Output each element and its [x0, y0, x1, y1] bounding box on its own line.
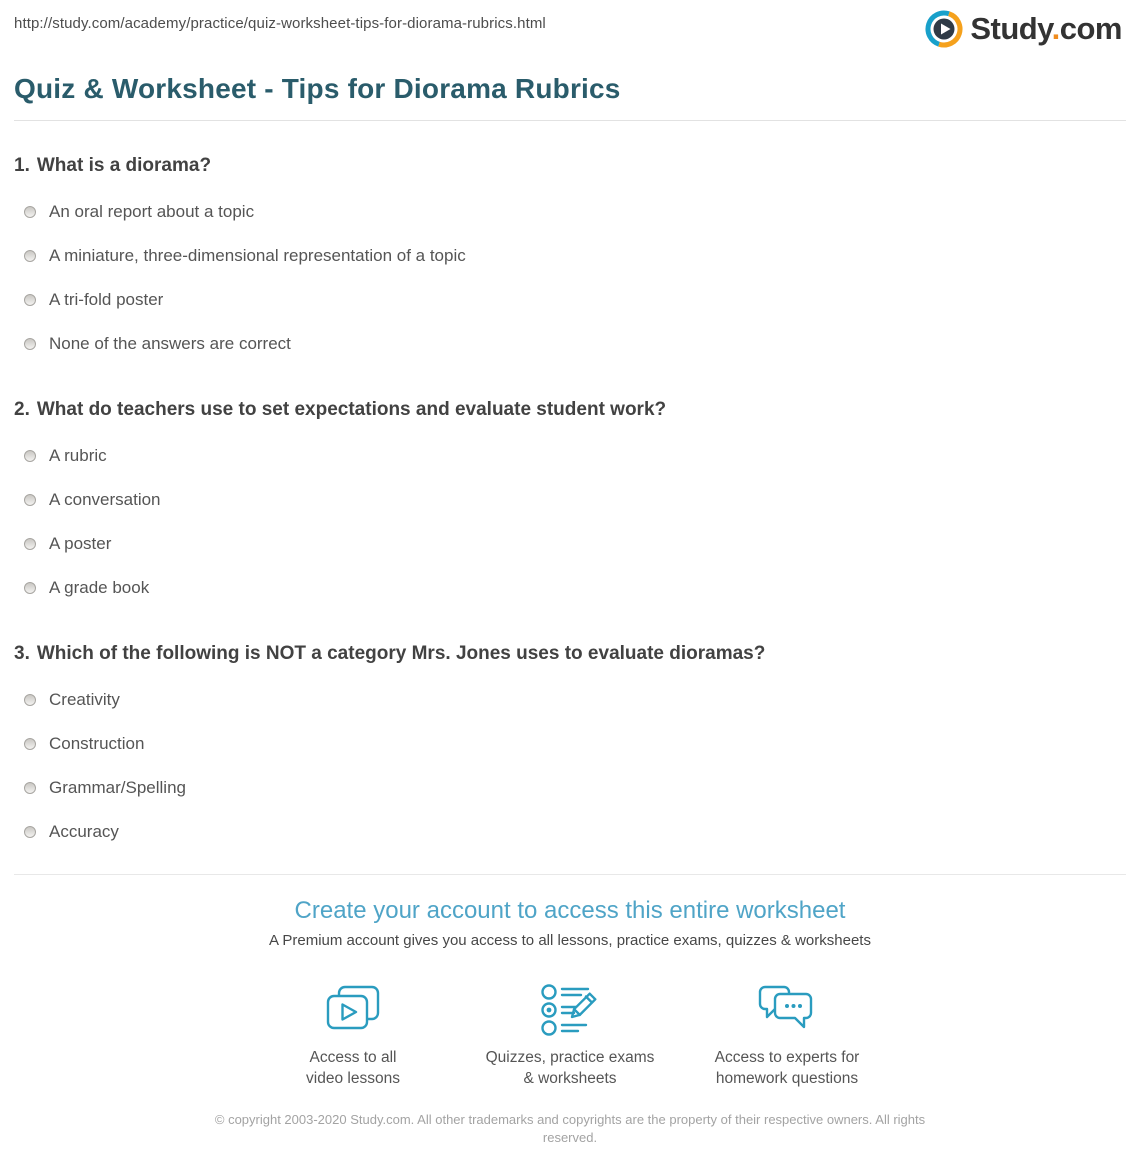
title-divider: [14, 120, 1126, 121]
answer-option-label: A poster: [49, 534, 112, 553]
feature-label: Quizzes, practice exams & worksheets: [485, 1049, 655, 1087]
feature-label: Access to experts for homework questions: [714, 1049, 860, 1087]
question-text: What do teachers use to set expectations and evaluate student work?: [36, 399, 667, 420]
create-account-link[interactable]: Create your account to access this entire worksheet: [294, 897, 846, 924]
answer-option[interactable]: [14, 290, 1126, 310]
answer-option[interactable]: [14, 534, 1126, 554]
radio-button[interactable]: [24, 206, 36, 218]
quizzes-worksheets-icon: [462, 981, 679, 1039]
study-logo-text: Study.com: [970, 11, 1122, 46]
radio-button[interactable]: [24, 582, 36, 594]
answer-option[interactable]: [14, 246, 1126, 266]
answer-option[interactable]: [14, 446, 1126, 466]
answer-option-label: None of the answers are correct: [49, 334, 291, 353]
feature-quizzes-worksheets: [462, 981, 679, 1089]
answer-option-label: A conversation: [49, 490, 161, 509]
answer-option[interactable]: [14, 690, 1126, 710]
feature-video-lessons: [245, 981, 462, 1089]
page-url: http://study.com/academy/practice/quiz-worksheet-tips-for-diorama-rubrics.html: [14, 15, 546, 32]
answer-option[interactable]: [14, 334, 1126, 354]
radio-button[interactable]: [24, 782, 36, 794]
radio-button[interactable]: [24, 294, 36, 306]
premium-subheading: A Premium account gives you access to all lessons, practice exams, quizzes & worksheets: [269, 932, 871, 949]
answer-option[interactable]: [14, 490, 1126, 510]
answer-option-label: A rubric: [49, 446, 107, 465]
page-title: Quiz & Worksheet - Tips for Diorama Rubrics: [14, 73, 621, 104]
answer-option-label: A miniature, three-dimensional representation of a topic: [49, 246, 466, 265]
feature-label: Access to all video lessons: [306, 1049, 400, 1087]
question-title: [14, 398, 1126, 422]
study-logo[interactable]: [925, 10, 1122, 48]
answer-option-label: Construction: [49, 734, 145, 753]
question-number: 1.: [14, 155, 30, 176]
quiz-section: [0, 154, 1140, 842]
radio-button[interactable]: [24, 250, 36, 262]
radio-button[interactable]: [24, 826, 36, 838]
answer-option-label: Accuracy: [49, 822, 119, 841]
answer-option[interactable]: [14, 822, 1126, 842]
answer-option-label: Creativity: [49, 690, 120, 709]
features-row: [0, 981, 1140, 1089]
radio-button[interactable]: [24, 694, 36, 706]
question-number: 3.: [14, 643, 30, 664]
question-title: [14, 154, 1126, 178]
top-bar: [0, 0, 1140, 52]
radio-button[interactable]: [24, 338, 36, 350]
question-text: Which of the following is NOT a category Mrs. Jones uses to evaluate dioramas?: [36, 643, 766, 664]
answer-option[interactable]: [14, 578, 1126, 598]
section-divider: [14, 874, 1126, 875]
radio-button[interactable]: [24, 538, 36, 550]
answer-option-label: Grammar/Spelling: [49, 778, 186, 797]
radio-button[interactable]: [24, 738, 36, 750]
answer-option-label: A tri-fold poster: [49, 290, 164, 309]
feature-expert-help: [679, 981, 896, 1089]
video-lessons-icon: [245, 981, 462, 1039]
copyright-notice: © copyright 2003-2020 Study.com. All other trademarks and copyrights are the property of their respective owners. All rights reserved.: [214, 1112, 926, 1145]
answer-option[interactable]: [14, 202, 1126, 222]
answer-option-label: A grade book: [49, 578, 150, 597]
question-title: [14, 642, 1126, 666]
radio-button[interactable]: [24, 450, 36, 462]
question-text: What is a diorama?: [36, 155, 212, 176]
study-logo-icon: [925, 10, 970, 48]
radio-button[interactable]: [24, 494, 36, 506]
answer-option[interactable]: [14, 734, 1126, 754]
answer-option-label: An oral report about a topic: [49, 202, 255, 221]
chat-experts-icon: [679, 981, 896, 1039]
question-number: 2.: [14, 399, 30, 420]
answer-option[interactable]: [14, 778, 1126, 798]
